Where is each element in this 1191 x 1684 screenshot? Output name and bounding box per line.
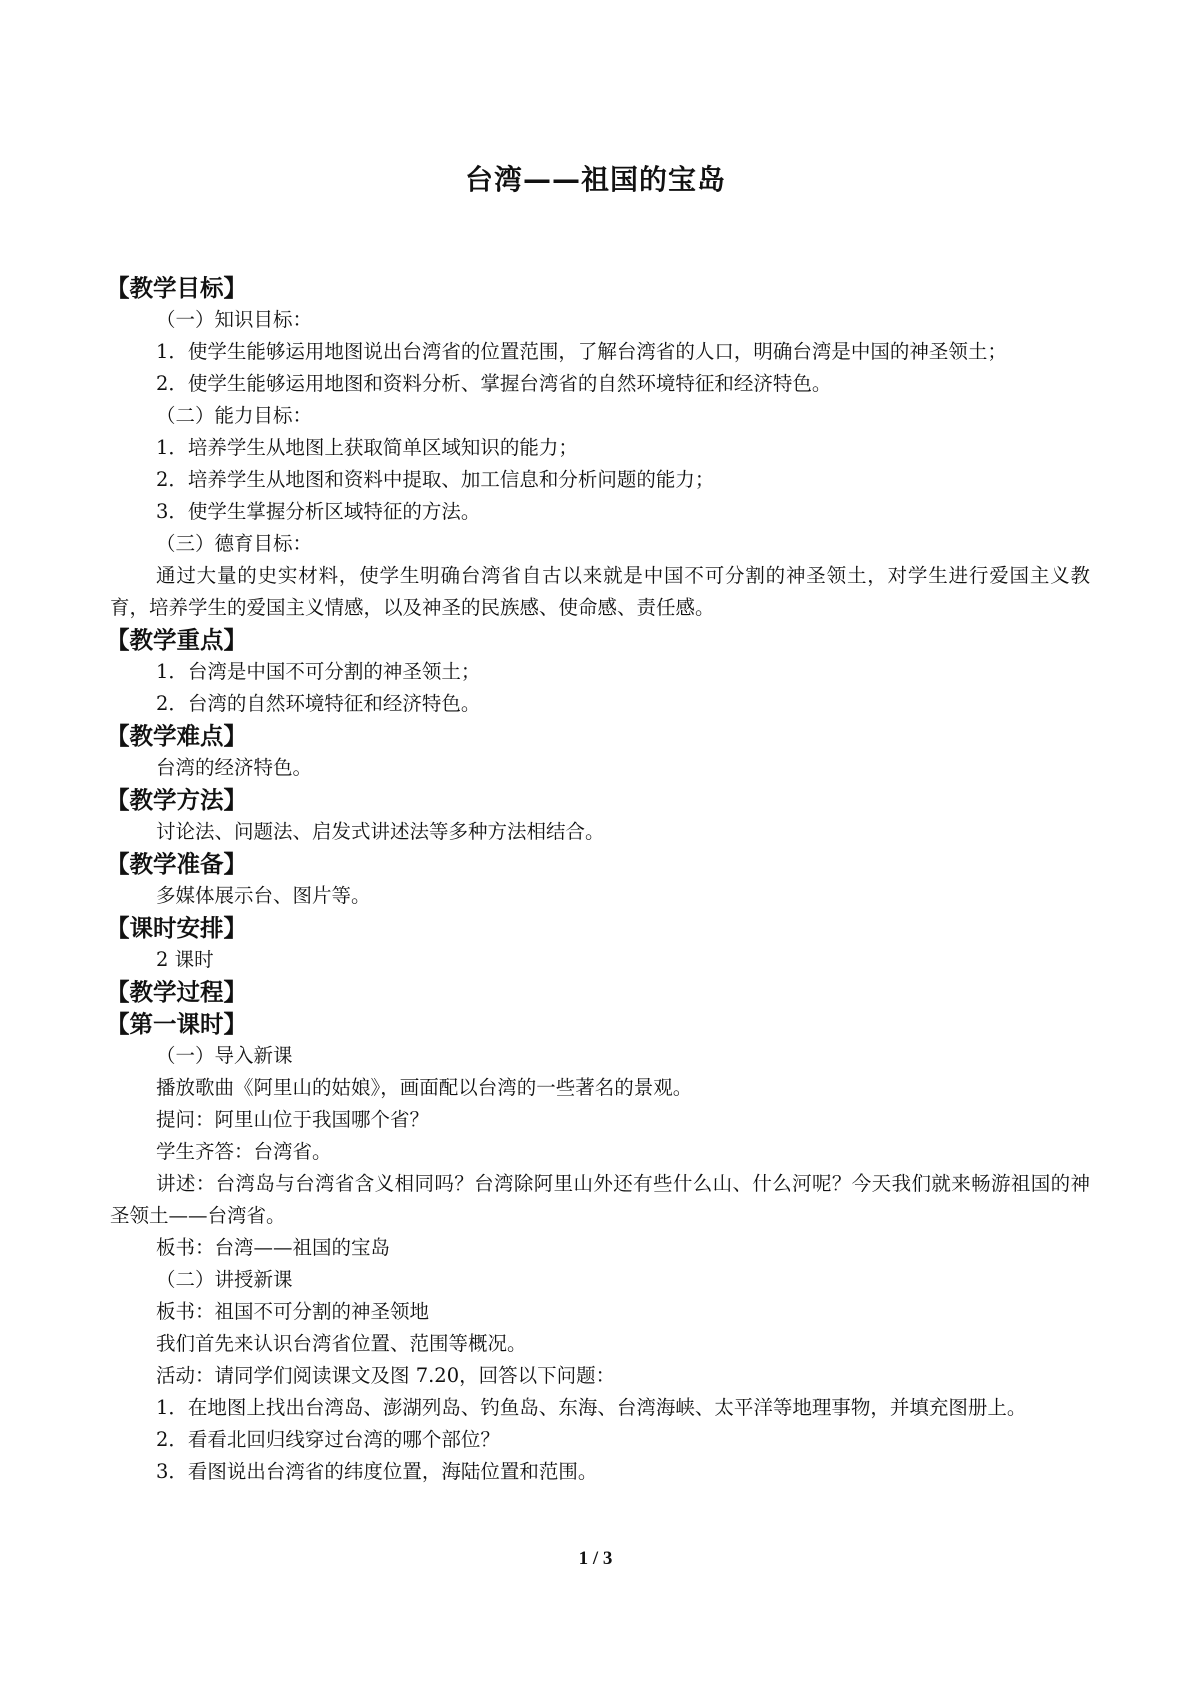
- section-heading-process: 【教学过程】: [106, 978, 247, 1006]
- schedule-text: 2 课时: [156, 948, 214, 971]
- section-heading-goals: 【教学目标】: [106, 274, 247, 302]
- page-number: 1 / 3: [578, 1548, 613, 1569]
- goal-moral-text: 通过大量的史实材料，使学生明确台湾省自古以来就是中国不可分割的神圣领土，对学生进行爱国主义教育，培养学生的爱国主义情感，以及神圣的民族感、使命感、责任感。: [110, 564, 1090, 619]
- goal-knowledge-item: 2．使学生能够运用地图和资料分析、掌握台湾省的自然环境特征和经济特色。: [156, 372, 832, 395]
- goal-ability-item: 3．使学生掌握分析区域特征的方法。: [156, 500, 481, 523]
- activity-question: 1．在地图上找出台湾岛、澎湖列岛、钓鱼岛、东海、台湾海峡、太平洋等地理事物，并填充图册上。: [156, 1396, 1027, 1419]
- step-new-lesson-paragraph: 板书：祖国不可分割的神圣领地: [156, 1300, 430, 1323]
- goal-knowledge-label: （一）知识目标：: [156, 308, 313, 331]
- goal-ability-item: 1．培养学生从地图上获取简单区域知识的能力；: [156, 436, 578, 459]
- step-intro-paragraph: 播放歌曲《阿里山的姑娘》，画面配以台湾的一些著名的景观。: [156, 1076, 693, 1099]
- step-intro-paragraph: 板书：台湾——祖国的宝岛: [156, 1236, 391, 1259]
- step-intro-paragraph: 学生齐答：台湾省。: [156, 1140, 332, 1163]
- section-heading-difficulties: 【教学难点】: [106, 722, 247, 750]
- step-new-lesson-label: （二）讲授新课: [156, 1268, 293, 1291]
- section-heading-schedule: 【课时安排】: [106, 914, 247, 942]
- difficulty-text: 台湾的经济特色。: [156, 756, 313, 779]
- method-text: 讨论法、问题法、启发式讲述法等多种方法相结合。: [156, 820, 605, 843]
- key-point-item: 1．台湾是中国不可分割的神圣领土；: [156, 660, 481, 683]
- section-heading-lesson-one: 【第一课时】: [106, 1010, 247, 1038]
- activity-question: 2．看看北回归线穿过台湾的哪个部位？: [156, 1428, 500, 1451]
- step-intro-paragraph: 提问：阿里山位于我国哪个省？: [156, 1108, 430, 1131]
- section-heading-key-points: 【教学重点】: [106, 626, 247, 654]
- step-new-lesson-paragraph: 我们首先来认识台湾省位置、范围等概况。: [156, 1332, 527, 1355]
- activity-question: 3．看图说出台湾省的纬度位置，海陆位置和范围。: [156, 1460, 598, 1483]
- goal-knowledge-item: 1．使学生能够运用地图说出台湾省的位置范围，了解台湾省的人口，明确台湾是中国的神圣领土；: [156, 340, 1007, 363]
- step-new-lesson-paragraph: 活动：请同学们阅读课文及图 7.20，回答以下问题：: [156, 1364, 616, 1387]
- step-intro-label: （一）导入新课: [156, 1044, 293, 1067]
- page-title: 台湾——祖国的宝岛: [464, 163, 726, 196]
- goal-ability-label: （二）能力目标：: [156, 404, 313, 427]
- step-intro-paragraph: 讲述：台湾岛与台湾省含义相同吗？台湾除阿里山外还有些什么山、什么河呢？今天我们就来畅游祖国的神圣领土——台湾省。: [110, 1172, 1090, 1227]
- section-heading-preparation: 【教学准备】: [106, 850, 247, 878]
- key-point-item: 2．台湾的自然环境特征和经济特色。: [156, 692, 481, 715]
- goal-moral-label: （三）德育目标：: [156, 532, 313, 555]
- goal-ability-item: 2．培养学生从地图和资料中提取、加工信息和分析问题的能力；: [156, 468, 715, 491]
- preparation-text: 多媒体展示台、图片等。: [156, 884, 371, 907]
- document-body: [106, 272, 1090, 1488]
- section-heading-methods: 【教学方法】: [106, 786, 247, 814]
